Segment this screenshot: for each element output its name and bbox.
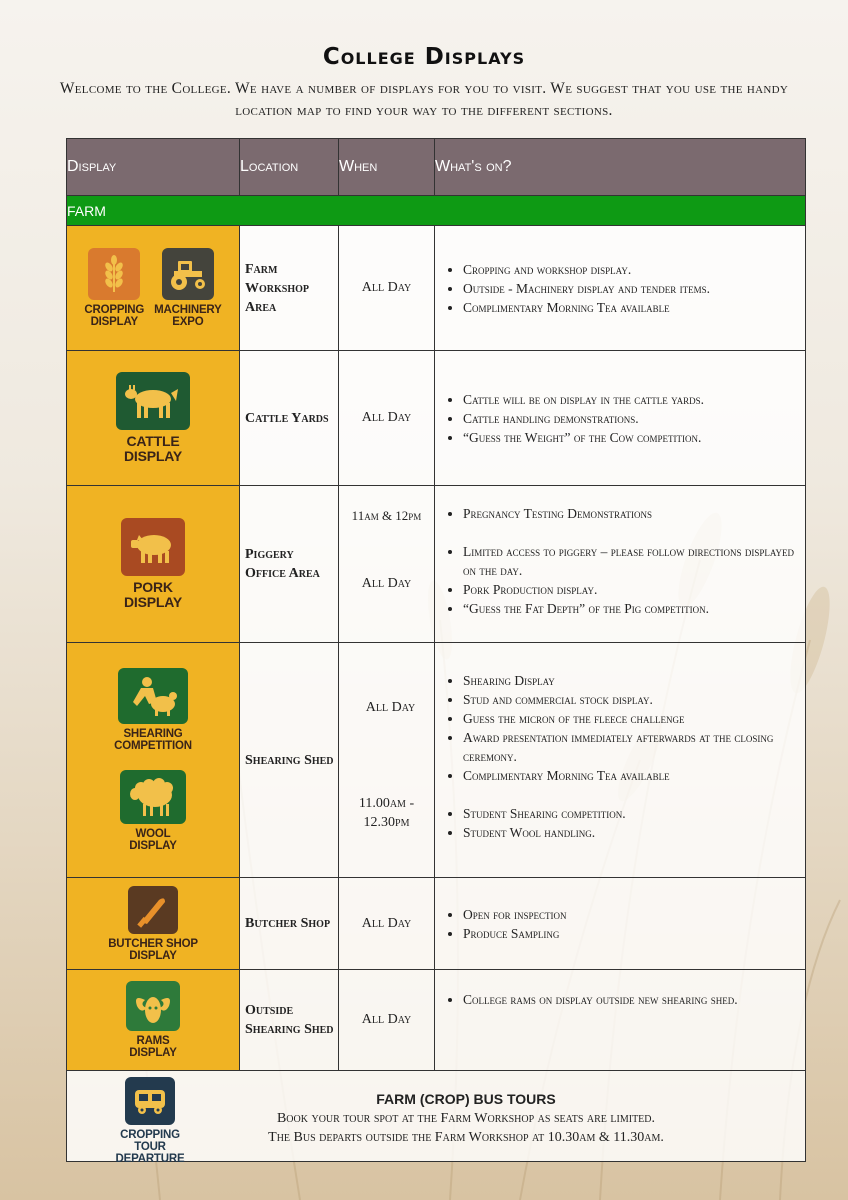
whats-on-cell: [435, 486, 806, 643]
table-row: [67, 643, 806, 878]
bus-icon: [125, 1077, 175, 1125]
machinery-expo-badge: [154, 248, 221, 328]
cattle-label: CATTLE DISPLAY: [124, 433, 182, 464]
whats-on-cell: [435, 878, 806, 970]
section-label: FARM: [67, 196, 806, 226]
header-display: Display: [67, 139, 240, 196]
when-cell: [339, 486, 435, 643]
table-header-row: [67, 139, 806, 196]
bus-tours-line-2: The Bus departs outside the Farm Workshop at 10.30am & 11.30am.: [268, 1129, 664, 1145]
when-cell: All Day: [339, 351, 435, 486]
list-item: • Cattle handling demonstrations.: [463, 409, 797, 428]
list-item: • Cattle will be on display in the cattle yards.: [463, 390, 797, 409]
list-item: • Student Shearing competition.: [463, 804, 797, 823]
ram-icon: [126, 981, 180, 1031]
wheat-icon: [88, 248, 140, 300]
butcher-label: BUTCHER SHOP DISPLAY: [108, 937, 198, 962]
bus-label: CROPPING TOUR DEPARTURE: [115, 1129, 185, 1165]
display-icons-cell: [67, 226, 240, 351]
table-row: [67, 970, 806, 1071]
whats-on-cell: [435, 226, 806, 351]
when-cell: All Day: [339, 226, 435, 351]
header-location: Location: [240, 139, 339, 196]
list-item: • “Guess the Fat Depth” of the Pig competition.: [463, 599, 797, 618]
cow-icon: [116, 372, 190, 430]
location-cell: Cattle Yards: [240, 351, 339, 486]
list-item: • Award presentation immediately afterwards at the closing ceremony.: [463, 728, 797, 766]
list-item: • Complimentary Morning Tea available: [463, 298, 797, 317]
display-icons-cell: [67, 643, 240, 878]
section-row-farm: [67, 196, 806, 226]
display-icons-cell: [67, 970, 240, 1071]
cropping-label: CROPPING DISPLAY: [84, 304, 145, 328]
whats-on-cell: [435, 643, 806, 878]
table-row: [67, 226, 806, 351]
list-item: • Cropping and workshop display.: [463, 260, 797, 279]
wool-display-badge: [67, 770, 239, 852]
header-when: When: [339, 139, 435, 196]
pork-label: PORK DISPLAY: [124, 579, 182, 610]
bus-tours-title: FARM (CROP) BUS TOURS: [376, 1090, 556, 1107]
list-item: • Complimentary Morning Tea available: [463, 766, 797, 785]
when-cell: All Day: [339, 970, 435, 1071]
list-item: • Outside - Machinery display and tender items.: [463, 279, 797, 298]
list-item: • Shearing Display: [463, 671, 797, 690]
location-cell: Shearing Shed: [240, 643, 339, 878]
when-time-2: 11.00am - 12.30pm: [358, 796, 415, 830]
list-item: • Limited access to piggery – please follow directions displayed on the day.: [463, 542, 797, 580]
shearing-competition-badge: [67, 668, 239, 752]
knife-icon: [128, 886, 178, 934]
table-row: [67, 878, 806, 970]
header-whats-on: What's on?: [435, 139, 806, 196]
table-row: [67, 486, 806, 643]
list-item: • Pregnancy Testing Demonstrations: [463, 504, 797, 523]
whats-on-cell: [435, 351, 806, 486]
whats-on-cell: [435, 970, 806, 1071]
location-cell: Piggery Office Area: [240, 486, 339, 643]
display-icons-cell: [67, 351, 240, 486]
when-time-1: 11am & 12pm: [351, 508, 422, 523]
list-item: • Produce Sampling: [463, 924, 797, 943]
bus-tours-cell: [67, 1071, 806, 1165]
list-item: • Pork Production display.: [463, 580, 797, 599]
rams-label: RAMS DISPLAY: [129, 1035, 177, 1059]
intro-text: Welcome to the College. We have a number of displays for you to visit. We suggest that you use the handy location map to find your way to the different sections.: [59, 80, 789, 119]
when-time-2: All Day: [361, 576, 412, 591]
list-item: • Student Wool handling.: [463, 823, 797, 842]
list-item: • College rams on display outside new shearing shed.: [463, 990, 797, 1009]
table-row: [67, 351, 806, 486]
bus-tours-row: [67, 1071, 806, 1162]
cropping-tour-badge: [103, 1077, 197, 1165]
cropping-display-badge: [84, 248, 144, 328]
list-item: • Guess the micron of the fleece challenge: [463, 709, 797, 728]
pork-display-badge: [121, 518, 185, 610]
wool-label: WOOL DISPLAY: [129, 828, 177, 852]
display-icons-cell: [67, 878, 240, 970]
page-title: College Displays: [322, 44, 526, 70]
location-cell: Farm Workshop Area: [240, 226, 339, 351]
location-cell: Butcher Shop: [240, 878, 339, 970]
sheep-icon: [120, 770, 186, 824]
when-cell: All Day: [339, 878, 435, 970]
when-cell: [339, 643, 435, 878]
list-item: • “Guess the Weight” of the Cow competition.: [463, 428, 797, 447]
machinery-label: MACHINERY EXPO: [154, 304, 222, 328]
rams-display-badge: [126, 981, 180, 1059]
list-item: • Stud and commercial stock display.: [463, 690, 797, 709]
shearer-icon: [118, 668, 188, 724]
butcher-shop-badge: [108, 886, 198, 962]
display-icons-cell: [67, 486, 240, 643]
shearing-competition-label: SHEARING COMPETITION: [114, 728, 192, 752]
pig-icon: [121, 518, 185, 576]
location-cell: Outside Shearing Shed: [240, 970, 339, 1071]
cattle-display-badge: [116, 372, 190, 464]
tractor-icon: [162, 248, 214, 300]
displays-table: [66, 138, 806, 1165]
list-item: • Open for inspection: [463, 905, 797, 924]
bus-tours-line-1: Book your tour spot at the Farm Workshop as seats are limited.: [276, 1110, 656, 1126]
when-time-1: All Day: [365, 700, 416, 715]
